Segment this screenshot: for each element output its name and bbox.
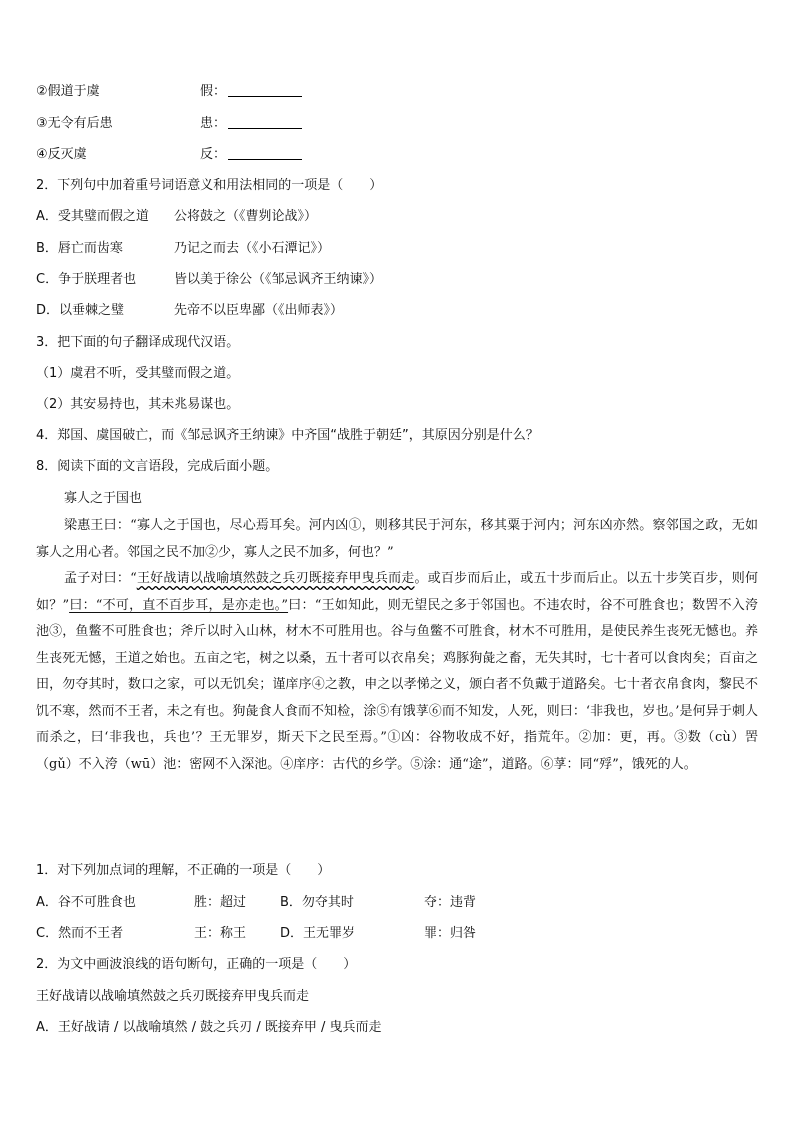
vocab-word: 患： bbox=[200, 116, 302, 132]
sq1-gloss-a: 胜：超过 bbox=[194, 895, 247, 910]
vocab-item-1 bbox=[36, 84, 227, 100]
vocab-word: 反： bbox=[200, 147, 302, 163]
vocab-item-3 bbox=[36, 147, 227, 163]
passage-paragraph-1: 梁惠王曰：“寡人之于国也，尽心焉耳矣。河内凶①，则移其民于河东，移其粟于河内；河东凶亦然。察邻国之政，无如寡人之用心者。邻国之民不加②少，寡人之民不加多，何也？” bbox=[36, 518, 758, 560]
sq1-option-c[interactable]: C．然而不王者 bbox=[36, 926, 124, 941]
passage-body bbox=[36, 513, 758, 778]
q2-option-d[interactable]: D．以垂棘之璧 先帝不以臣卑鄙（《出师表》） bbox=[36, 303, 344, 318]
sq1-option-b[interactable]: B．勿夺其时 bbox=[280, 895, 354, 910]
question-3-stem: 3．把下面的句子翻译成现代汉语。 bbox=[36, 335, 240, 350]
q3-item-2: （2）其安易持也，其未兆易谋也。 bbox=[36, 397, 240, 412]
wavy-underlined-sentence: 王好战请以战喻填然鼓之兵刃既接弃甲曳兵而走 bbox=[136, 571, 415, 586]
vocab-item-2 bbox=[36, 116, 227, 132]
vocab-word: 假： bbox=[200, 84, 302, 100]
sq1-gloss-b: 夺：违背 bbox=[424, 895, 477, 910]
q2-option-b[interactable]: B．唇亡而齿寒 乃记之而去（《小石潭记》） bbox=[36, 241, 331, 256]
answer-blank[interactable] bbox=[228, 84, 302, 97]
q2-option-a[interactable]: A．受其璧而假之道 公将鼓之（《曹刿论战》） bbox=[36, 209, 318, 224]
sq1-gloss-d: 罪：归咎 bbox=[424, 926, 477, 941]
sq2-sentence: 王好战请以战喻填然鼓之兵刃既接弃甲曳兵而走 bbox=[36, 989, 310, 1004]
vocab-phrase: ④反灭虞 bbox=[36, 147, 87, 162]
subquestion-2-stem: 2．为文中画波浪线的语句断句，正确的一项是（ ） bbox=[36, 957, 357, 972]
sq1-gloss-c: 王：称王 bbox=[194, 926, 247, 941]
answer-blank[interactable] bbox=[228, 147, 302, 160]
subquestion-1-stem: 1．对下列加点词的理解，不正确的一项是（ ） bbox=[36, 863, 331, 878]
passage-paragraph-2: 孟子对曰：“王好战请以战喻填然鼓之兵刃既接弃甲曳兵而走。或百步而后止，或五十步而后止。以五十步笑百步，则何如？”曰：“不可，直不百步耳，是亦走也。”曰：“王如知此，则无望民之多于邻国也。不违农时，谷不可胜食也；数罟不入洿池③，鱼鳖不可胜食也；斧斤以时入山林，材木不可胜用也。谷与鱼鳖不可胜食，材木不可胜用，是使民养生丧死无憾也。养生丧死无憾，王道之始也。五亩之宅，树之以桑，五十者可以衣帛矣；鸡豚狗彘之畜，无失其时，七十者可以食肉矣；百亩之田，勿夺其时，数口之家，可以无饥矣；谨庠序④之教，申之以孝悌之义，颁白者不负戴于道路矣。七十者衣帛食肉，黎民不饥不寒，然而不王者，未之有也。狗彘食人食而不知检，涂⑤有饿莩⑥而不知发，人死，则曰：‘非我也，岁也。’是何异于刺人而杀之，曰‘非我也，兵也’？王无罪岁，斯天下之民至焉。”①凶：谷物收成不好，指荒年。②加：更，再。③数（cù）罟（gǔ）不入洿（wū）池：密网不入深池。④庠序：古代的乡学。⑤涂：通“途”，道路。⑥莩：同“殍”，饿死的人。 bbox=[36, 571, 758, 772]
answer-blank[interactable] bbox=[228, 116, 302, 129]
sq1-option-d[interactable]: D．王无罪岁 bbox=[280, 926, 356, 941]
question-2-stem: 2．下列句中加着重号词语意义和用法相同的一项是（ ） bbox=[36, 178, 383, 193]
sq2-option-a[interactable]: A．王好战请 / 以战喻填然 / 鼓之兵刃 / 既接弃甲 / 曳兵而走 bbox=[36, 1020, 382, 1035]
underlined-sentence: 曰：“不可，直不百步耳，是亦走也。” bbox=[69, 597, 289, 613]
question-4-stem: 4．郑国、虞国破亡，而《邹忌讽齐王纳谏》中齐国“战胜于朝廷”，其原因分别是什么？ bbox=[36, 428, 539, 443]
sq1-options-row-1 bbox=[36, 895, 477, 911]
passage-title: 寡人之于国也 bbox=[64, 491, 143, 506]
q2-option-c[interactable]: C．争于朕理者也 皆以美于徐公（《邹忌讽齐王纳谏》） bbox=[36, 272, 383, 287]
q3-item-1: （1）虞君不听，受其璧而假之道。 bbox=[36, 366, 240, 381]
vocab-phrase: ②假道于虞 bbox=[36, 84, 100, 99]
sq1-options-row-2 bbox=[36, 926, 477, 942]
vocab-phrase: ③无令有后患 bbox=[36, 116, 113, 131]
passage-notes: ①凶：谷物收成不好，指荒年。②加：更，再。③数（cù）罟（gǔ）不入洿（wū）池：密网不入深池。④庠序：古代的乡学。⑤涂：通“途”，道路。⑥莩：同“殍”，饿死的人。 bbox=[36, 730, 758, 772]
section-8-stem: 8．阅读下面的文言语段，完成后面小题。 bbox=[36, 459, 279, 474]
sq1-option-a[interactable]: A．谷不可胜食也 bbox=[36, 895, 136, 910]
